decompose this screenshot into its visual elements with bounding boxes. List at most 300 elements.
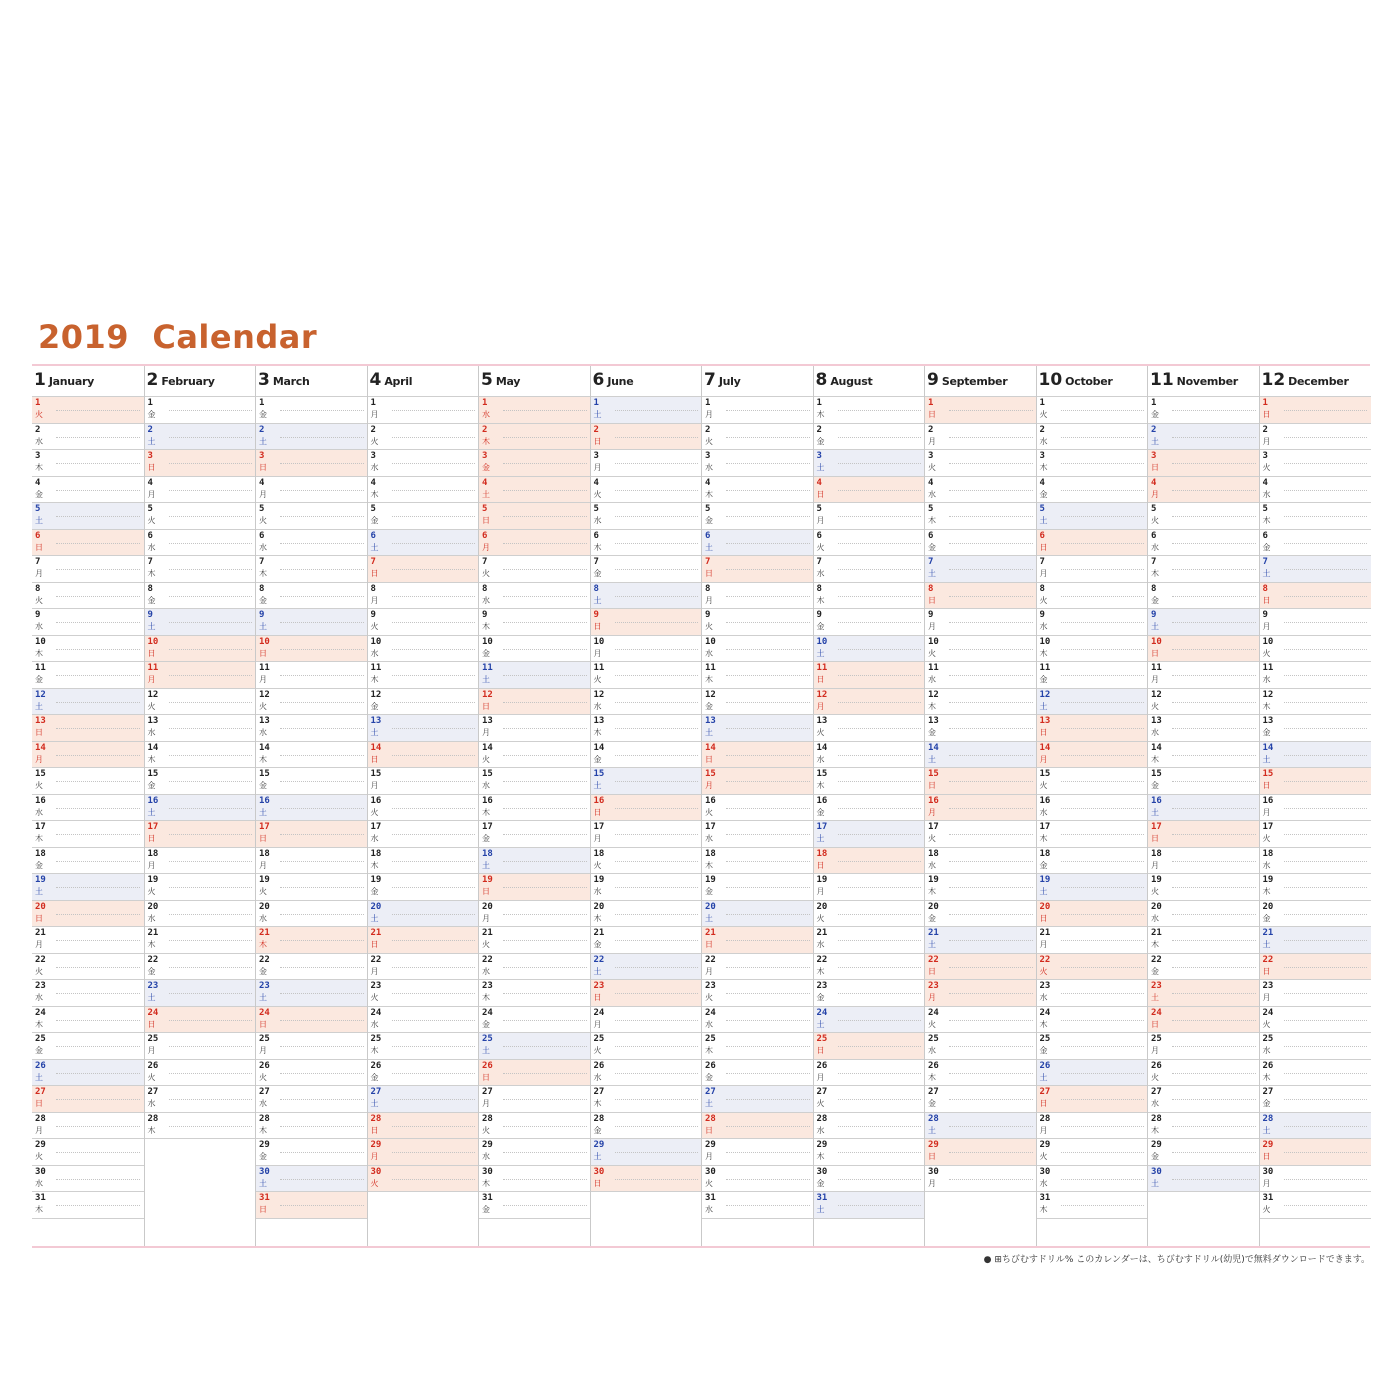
memo-line <box>1172 410 1256 411</box>
day-number: 11 <box>259 663 270 673</box>
day-number: 13 <box>1262 716 1274 726</box>
memo-line <box>1284 728 1368 729</box>
day-cell <box>702 820 814 847</box>
day-weekday: 日 <box>816 860 825 870</box>
day-cell <box>145 741 257 768</box>
day-number: 5 <box>1151 504 1157 514</box>
day-number: 5 <box>482 504 488 514</box>
month-header <box>34 370 94 394</box>
day-cell <box>591 661 703 688</box>
memo-line <box>726 755 810 756</box>
memo-line <box>392 1073 476 1074</box>
day-cell <box>1148 1059 1260 1086</box>
day-number: 20 <box>1039 901 1051 912</box>
day-number: 4 <box>370 477 376 488</box>
memo-line <box>56 1020 140 1021</box>
day-weekday: 月 <box>259 1046 267 1055</box>
memo-line <box>1061 1126 1145 1127</box>
day-cell <box>1148 396 1260 423</box>
day-number: 17 <box>147 822 159 832</box>
day-number: 26 <box>147 1060 159 1071</box>
day-weekday: 日 <box>816 1046 825 1055</box>
day-weekday: 月 <box>1262 622 1271 631</box>
memo-line <box>392 516 476 517</box>
memo-line <box>503 569 587 570</box>
day-cell <box>32 953 144 980</box>
day-number: 13 <box>35 716 46 726</box>
day-cell <box>1260 714 1372 741</box>
memo-line <box>56 781 140 782</box>
day-weekday: 木 <box>259 569 267 578</box>
memo-line <box>56 728 140 729</box>
memo-line <box>1172 940 1256 941</box>
day-number: 7 <box>259 557 265 567</box>
day-cell <box>32 423 144 450</box>
day-number: 7 <box>705 557 711 567</box>
day-number: 11 <box>35 663 46 673</box>
memo-line <box>949 1020 1033 1021</box>
day-weekday: 金 <box>35 675 43 684</box>
day-number: 2 <box>259 424 265 435</box>
day-weekday: 月 <box>1039 940 1048 949</box>
day-weekday: 火 <box>482 940 490 949</box>
day-weekday: 日 <box>928 966 936 976</box>
day-number: 3 <box>35 451 41 461</box>
day-number: 22 <box>1262 954 1274 965</box>
day-number: 22 <box>482 954 493 965</box>
day-number: 1 <box>928 398 934 408</box>
day-number: 3 <box>482 451 488 461</box>
day-number: 8 <box>1039 583 1045 594</box>
day-weekday: 金 <box>928 1099 936 1108</box>
day-number: 5 <box>259 504 265 514</box>
day-weekday: 金 <box>259 595 267 605</box>
day-cell <box>368 1085 480 1112</box>
memo-line <box>392 834 476 835</box>
day-cell <box>1260 953 1372 980</box>
day-cell <box>368 1059 480 1086</box>
day-number: 5 <box>370 504 376 514</box>
day-weekday: 金 <box>1151 781 1159 790</box>
day-number: 22 <box>705 954 716 965</box>
day-weekday: 火 <box>259 516 267 525</box>
month-end-line <box>145 1138 257 1139</box>
day-weekday: 火 <box>370 807 379 817</box>
day-cell <box>32 661 144 688</box>
calendar-grid <box>32 366 1370 1246</box>
day-number: 3 <box>147 451 153 461</box>
memo-line <box>726 861 810 862</box>
memo-line <box>1284 1073 1368 1074</box>
memo-line <box>169 914 253 915</box>
day-number: 14 <box>1151 742 1162 753</box>
memo-line <box>280 675 364 676</box>
day-cell <box>32 1032 144 1059</box>
day-number: 14 <box>928 742 939 753</box>
memo-line <box>615 1099 699 1100</box>
day-cell <box>368 767 480 794</box>
memo-line <box>1061 675 1145 676</box>
day-weekday: 火 <box>816 728 825 737</box>
day-weekday: 水 <box>370 1019 379 1029</box>
memo-line <box>1284 596 1368 597</box>
day-weekday: 水 <box>147 913 156 923</box>
memo-line <box>280 543 364 544</box>
memo-line <box>503 781 587 782</box>
day-number: 28 <box>1151 1113 1162 1124</box>
day-number: 27 <box>1151 1087 1162 1097</box>
day-number: 15 <box>816 769 828 779</box>
memo-line <box>838 410 922 411</box>
day-number: 5 <box>816 504 822 514</box>
day-cell <box>368 661 480 688</box>
day-number: 11 <box>147 663 159 673</box>
memo-line <box>503 940 587 941</box>
day-weekday: 日 <box>35 1099 43 1108</box>
day-weekday: 月 <box>593 463 602 472</box>
day-cell <box>591 794 703 821</box>
memo-line <box>949 781 1033 782</box>
day-number: 2 <box>705 424 711 435</box>
memo-line <box>1172 1126 1256 1127</box>
day-weekday: 火 <box>1262 1019 1271 1029</box>
day-weekday: 木 <box>35 834 43 843</box>
memo-line <box>280 914 364 915</box>
memo-line <box>169 410 253 411</box>
day-weekday: 木 <box>705 1046 713 1055</box>
day-number: 17 <box>816 822 828 832</box>
day-cell <box>368 635 480 662</box>
day-number: 1 <box>1262 398 1268 408</box>
memo-line <box>1061 1205 1145 1206</box>
memo-line <box>949 410 1033 411</box>
day-number: 8 <box>147 583 153 594</box>
day-number: 20 <box>482 901 493 912</box>
day-number: 8 <box>816 583 822 594</box>
memo-line <box>56 1073 140 1074</box>
day-cell <box>591 423 703 450</box>
day-number: 8 <box>259 583 265 594</box>
day-number: 8 <box>928 583 934 594</box>
day-weekday: 日 <box>482 516 490 525</box>
day-weekday: 火 <box>35 781 43 790</box>
day-cell <box>479 608 591 635</box>
memo-line <box>1284 1126 1368 1127</box>
day-number: 28 <box>482 1113 493 1124</box>
memo-line <box>1284 463 1368 464</box>
day-number: 1 <box>147 398 153 408</box>
memo-line <box>1061 516 1145 517</box>
day-number: 1 <box>370 398 376 408</box>
day-weekday: 日 <box>1262 781 1271 790</box>
day-cell <box>256 714 368 741</box>
day-number: 2 <box>1262 424 1268 435</box>
day-weekday: 土 <box>928 569 936 578</box>
day-number: 31 <box>1039 1193 1051 1203</box>
memo-line <box>169 437 253 438</box>
day-number: 15 <box>147 769 159 779</box>
memo-line <box>949 516 1033 517</box>
day-number: 24 <box>147 1007 159 1018</box>
memo-line <box>726 781 810 782</box>
day-cell <box>814 502 926 529</box>
memo-line <box>503 702 587 703</box>
memo-line <box>169 861 253 862</box>
day-weekday: 木 <box>35 648 43 658</box>
day-number: 24 <box>928 1007 939 1018</box>
day-cell <box>32 847 144 874</box>
day-cell <box>925 926 1037 953</box>
day-weekday: 土 <box>259 993 267 1002</box>
day-cell <box>1037 449 1149 476</box>
day-weekday: 木 <box>1262 701 1271 711</box>
day-weekday: 水 <box>705 463 713 472</box>
day-weekday: 水 <box>1262 860 1271 870</box>
day-cell <box>145 582 257 609</box>
month-header <box>1150 370 1238 394</box>
day-weekday: 木 <box>482 436 490 446</box>
memo-line <box>56 887 140 888</box>
day-number: 22 <box>370 954 382 965</box>
memo-line <box>1061 755 1145 756</box>
memo-line <box>838 596 922 597</box>
day-weekday: 水 <box>482 966 490 976</box>
day-weekday: 木 <box>816 410 825 419</box>
day-weekday: 火 <box>482 569 490 578</box>
day-number: 3 <box>705 451 711 461</box>
day-number: 2 <box>482 424 488 435</box>
day-number: 14 <box>1262 742 1274 753</box>
day-cell <box>1260 820 1372 847</box>
memo-line <box>838 940 922 941</box>
memo-line <box>280 728 364 729</box>
day-weekday: 土 <box>370 1099 379 1108</box>
day-cell <box>368 979 480 1006</box>
day-cell <box>702 1085 814 1112</box>
day-weekday: 土 <box>1262 569 1271 578</box>
memo-line <box>949 967 1033 968</box>
month-number: 12 <box>1261 370 1286 390</box>
day-cell <box>479 502 591 529</box>
day-number: 23 <box>1151 981 1162 991</box>
day-number: 13 <box>147 716 159 726</box>
day-weekday: 金 <box>35 1046 43 1055</box>
day-weekday: 月 <box>1151 1046 1159 1055</box>
day-number: 8 <box>1262 583 1268 594</box>
memo-line <box>615 543 699 544</box>
day-number: 21 <box>370 928 382 938</box>
memo-line <box>1061 1020 1145 1021</box>
day-weekday: 木 <box>370 860 379 870</box>
memo-line <box>1172 781 1256 782</box>
month-number: 7 <box>704 370 716 390</box>
memo-line <box>949 834 1033 835</box>
day-number: 26 <box>1262 1060 1274 1071</box>
day-cell <box>256 926 368 953</box>
day-weekday: 土 <box>816 463 825 472</box>
day-cell <box>591 1006 703 1033</box>
day-cell <box>702 1059 814 1086</box>
day-number: 6 <box>147 530 153 541</box>
day-weekday: 水 <box>928 1046 936 1055</box>
day-weekday: 土 <box>1039 1072 1048 1082</box>
day-weekday: 火 <box>1039 595 1048 605</box>
day-number: 21 <box>593 928 605 938</box>
day-cell <box>145 926 257 953</box>
day-weekday: 土 <box>705 913 713 923</box>
day-number: 29 <box>816 1140 828 1150</box>
day-weekday: 日 <box>259 648 267 658</box>
day-weekday: 日 <box>705 940 713 949</box>
day-weekday: 金 <box>259 410 267 419</box>
day-cell <box>814 449 926 476</box>
day-weekday: 金 <box>705 516 713 525</box>
day-weekday: 水 <box>35 1178 43 1188</box>
day-weekday: 金 <box>1262 728 1271 737</box>
day-number: 17 <box>370 822 382 832</box>
day-number: 23 <box>370 981 382 991</box>
day-weekday: 土 <box>35 887 43 896</box>
memo-line <box>1284 967 1368 968</box>
memo-line <box>56 1126 140 1127</box>
day-weekday: 火 <box>370 622 379 631</box>
day-cell <box>591 1059 703 1086</box>
day-weekday: 火 <box>370 993 379 1002</box>
day-cell <box>145 661 257 688</box>
day-number: 6 <box>705 530 711 541</box>
memo-line <box>726 622 810 623</box>
memo-line <box>615 755 699 756</box>
month-header <box>1039 370 1113 394</box>
day-number: 13 <box>705 716 716 726</box>
day-weekday: 日 <box>370 569 379 578</box>
day-weekday: 日 <box>593 1178 602 1188</box>
day-number: 23 <box>816 981 828 991</box>
day-number: 27 <box>35 1087 46 1097</box>
day-cell <box>1037 555 1149 582</box>
day-cell <box>1260 449 1372 476</box>
day-number: 15 <box>1039 769 1051 779</box>
day-weekday: 月 <box>147 860 156 870</box>
memo-line <box>838 1073 922 1074</box>
memo-line <box>949 1099 1033 1100</box>
day-weekday: 土 <box>147 436 156 446</box>
day-number: 4 <box>1151 477 1157 488</box>
day-cell <box>1148 794 1260 821</box>
memo-line <box>1284 702 1368 703</box>
day-weekday: 水 <box>816 1125 825 1135</box>
day-weekday: 火 <box>259 701 267 711</box>
day-weekday: 木 <box>1262 516 1271 525</box>
day-number: 10 <box>259 636 270 647</box>
day-weekday: 火 <box>35 595 43 605</box>
memo-line <box>280 569 364 570</box>
memo-line <box>726 1073 810 1074</box>
day-number: 15 <box>593 769 605 779</box>
memo-line <box>1061 622 1145 623</box>
day-weekday: 木 <box>705 675 713 684</box>
memo-line <box>1172 728 1256 729</box>
day-number: 22 <box>816 954 828 965</box>
day-weekday: 水 <box>705 1205 713 1214</box>
memo-line <box>169 728 253 729</box>
day-cell <box>1148 979 1260 1006</box>
day-weekday: 木 <box>147 569 156 578</box>
day-number: 30 <box>1262 1166 1274 1177</box>
day-number: 2 <box>593 424 599 435</box>
day-weekday: 月 <box>1151 860 1159 870</box>
day-number: 20 <box>35 901 46 912</box>
day-number: 29 <box>1039 1140 1051 1150</box>
day-weekday: 金 <box>147 595 156 605</box>
day-weekday: 土 <box>147 807 156 817</box>
memo-line <box>615 596 699 597</box>
day-weekday: 火 <box>1262 834 1271 843</box>
day-number: 23 <box>482 981 493 991</box>
month-end-line <box>256 1218 368 1219</box>
day-number: 31 <box>482 1193 493 1203</box>
day-cell <box>1037 953 1149 980</box>
memo-line <box>1284 622 1368 623</box>
memo-line <box>392 940 476 941</box>
day-cell <box>256 767 368 794</box>
day-cell <box>368 794 480 821</box>
day-number: 27 <box>593 1087 605 1097</box>
memo-line <box>726 543 810 544</box>
day-cell <box>1037 979 1149 1006</box>
day-cell <box>368 476 480 503</box>
month-header <box>704 370 741 394</box>
month-end-line <box>814 1218 926 1219</box>
day-weekday: 金 <box>482 1205 490 1214</box>
day-cell <box>1148 767 1260 794</box>
day-number: 14 <box>147 742 159 753</box>
day-weekday: 火 <box>370 1178 379 1188</box>
day-number: 2 <box>816 424 822 435</box>
day-weekday: 火 <box>1039 410 1048 419</box>
memo-line <box>503 1073 587 1074</box>
day-cell <box>702 741 814 768</box>
day-cell <box>591 926 703 953</box>
day-cell <box>591 979 703 1006</box>
day-weekday: 日 <box>928 781 936 790</box>
day-number: 28 <box>147 1113 159 1124</box>
day-weekday: 月 <box>1262 1178 1271 1188</box>
day-number: 3 <box>816 451 822 461</box>
day-cell <box>1148 608 1260 635</box>
day-weekday: 火 <box>1151 701 1159 711</box>
day-weekday: 金 <box>705 701 713 711</box>
day-cell <box>591 847 703 874</box>
memo-line <box>1061 596 1145 597</box>
day-cell <box>591 449 703 476</box>
day-number: 23 <box>705 981 716 991</box>
memo-line <box>949 1126 1033 1127</box>
memo-line <box>1284 755 1368 756</box>
day-number: 15 <box>1262 769 1274 779</box>
day-cell <box>925 635 1037 662</box>
memo-line <box>392 914 476 915</box>
day-cell <box>479 449 591 476</box>
memo-line <box>838 834 922 835</box>
day-weekday: 月 <box>259 860 267 870</box>
day-number: 13 <box>1151 716 1162 726</box>
day-number: 29 <box>1262 1140 1274 1150</box>
memo-line <box>169 1073 253 1074</box>
day-weekday: 木 <box>35 1019 43 1029</box>
day-weekday: 土 <box>1039 516 1048 525</box>
day-cell <box>1037 926 1149 953</box>
